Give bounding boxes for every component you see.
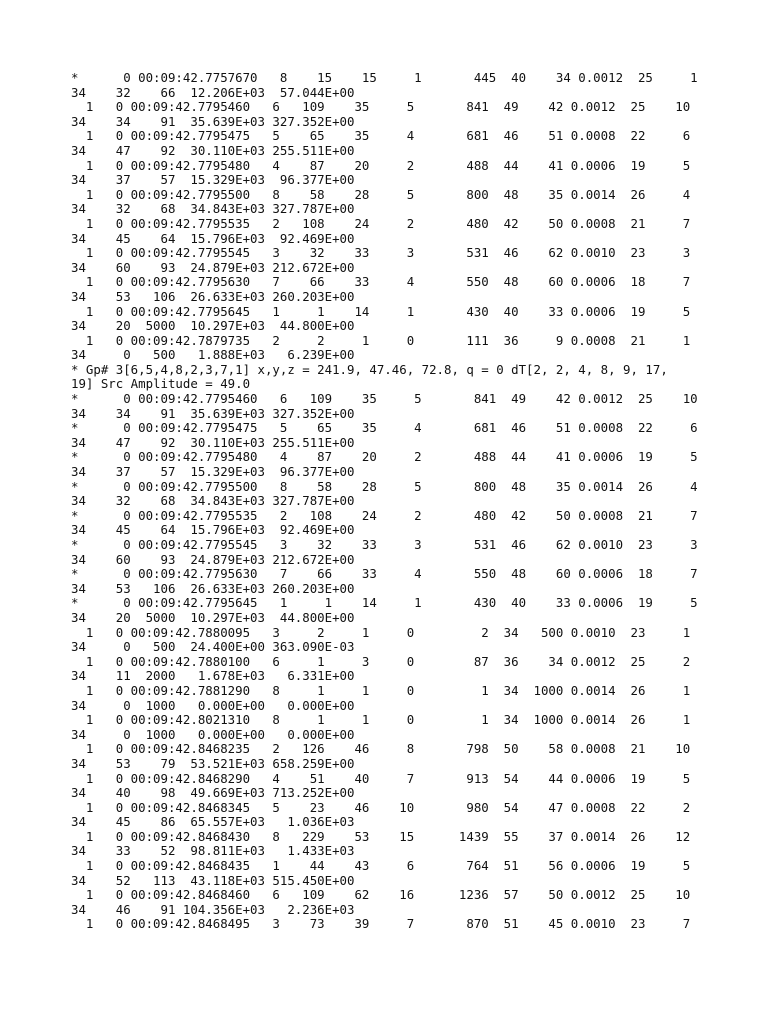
data-listing — [71, 71, 711, 932]
listing-line: 34 0 1000 0.000E+00 0.000E+00 — [71, 697, 355, 713]
listing-line: 19] Src Amplitude = 49.0 — [71, 376, 251, 392]
listing-line: 34 47 92 30.110E+03 255.511E+00 — [71, 142, 355, 158]
listing-line: 34 34 91 35.639E+03 327.352E+00 — [71, 113, 355, 129]
listing-line: 1 0 00:09:42.7795630 7 66 33 4 550 48 60 0.0006 18 7 — [71, 274, 691, 290]
listing-line: * 0 00:09:42.7795500 8 58 28 5 800 48 35 0.0014 26 4 — [71, 478, 698, 494]
listing-line: 34 34 91 35.639E+03 327.352E+00 — [71, 405, 355, 421]
listing-line: 1 0 00:09:42.7795480 4 87 20 2 488 44 41 0.0006 19 5 — [71, 157, 691, 173]
listing-line: 34 32 68 34.843E+03 327.787E+00 — [71, 201, 355, 217]
listing-line: 34 45 64 15.796E+03 92.469E+00 — [71, 230, 355, 246]
listing-line: * 0 00:09:42.7795460 6 109 35 5 841 49 42 0.0012 25 10 — [71, 391, 698, 407]
listing-line: 1 0 00:09:42.8468345 5 23 46 10 980 54 47 0.0008 22 2 — [71, 799, 691, 815]
listing-line: * Gp# 3[6,5,4,8,2,3,7,1] x,y,z = 241.9, 47.46, 72.8, q = 0 dT[2, 2, 4, 8, 9, 17, — [71, 361, 668, 377]
listing-line: 34 0 500 24.400E+00 363.090E-03 — [71, 639, 355, 655]
listing-line: 1 0 00:09:42.8021310 8 1 1 0 1 34 1000 0.0014 26 1 — [71, 712, 691, 728]
listing-line: 1 0 00:09:42.8468235 2 126 46 8 798 50 58 0.0008 21 10 — [71, 741, 691, 757]
listing-line: 34 32 68 34.843E+03 327.787E+00 — [71, 493, 355, 509]
listing-line: * 0 00:09:42.7795480 4 87 20 2 488 44 41 0.0006 19 5 — [71, 449, 698, 465]
listing-line: 1 0 00:09:42.7795545 3 32 33 3 531 46 62 0.0010 23 3 — [71, 245, 691, 261]
listing-line: 34 11 2000 1.678E+03 6.331E+00 — [71, 668, 355, 684]
listing-line: * 0 00:09:42.7795630 7 66 33 4 550 48 60 0.0006 18 7 — [71, 566, 698, 582]
listing-line: 34 0 500 1.888E+03 6.239E+00 — [71, 347, 355, 363]
listing-line: 34 53 79 53.521E+03 658.259E+00 — [71, 755, 355, 771]
listing-line: 34 60 93 24.879E+03 212.672E+00 — [71, 551, 355, 567]
listing-line: 34 20 5000 10.297E+03 44.800E+00 — [71, 318, 355, 334]
listing-line: * 0 00:09:42.7795475 5 65 35 4 681 46 51 0.0008 22 6 — [71, 420, 698, 436]
listing-line: 34 46 91 104.356E+03 2.236E+03 — [71, 901, 355, 917]
listing-line: 34 33 52 98.811E+03 1.433E+03 — [71, 843, 355, 859]
listing-line: * 0 00:09:42.7795535 2 108 24 2 480 42 50 0.0008 21 7 — [71, 507, 698, 523]
listing-line: 1 0 00:09:42.7795535 2 108 24 2 480 42 50 0.0008 21 7 — [71, 215, 691, 231]
listing-line: 1 0 00:09:42.7881290 8 1 1 0 1 34 1000 0.0014 26 1 — [71, 682, 691, 698]
listing-line: 34 37 57 15.329E+03 96.377E+00 — [71, 464, 355, 480]
listing-line: 34 60 93 24.879E+03 212.672E+00 — [71, 259, 355, 275]
listing-line: 1 0 00:09:42.7795645 1 1 14 1 430 40 33 0.0006 19 5 — [71, 303, 691, 319]
listing-line: 34 37 57 15.329E+03 96.377E+00 — [71, 172, 355, 188]
listing-line: 1 0 00:09:42.8468495 3 73 39 7 870 51 45 0.0010 23 7 — [71, 916, 691, 932]
listing-line: 34 20 5000 10.297E+03 44.800E+00 — [71, 609, 355, 625]
listing-line: 34 32 66 12.206E+03 57.044E+00 — [71, 84, 355, 100]
listing-line: 1 0 00:09:42.7880095 3 2 1 0 2 34 500 0.0010 23 1 — [71, 624, 691, 640]
listing-line: 1 0 00:09:42.8468435 1 44 43 6 764 51 56 0.0006 19 5 — [71, 858, 691, 874]
listing-line: 34 45 64 15.796E+03 92.469E+00 — [71, 522, 355, 538]
listing-line: 34 45 86 65.557E+03 1.036E+03 — [71, 814, 355, 830]
listing-line: 1 0 00:09:42.7879735 2 2 1 0 111 36 9 0.0008 21 1 — [71, 332, 691, 348]
listing-line: 34 52 113 43.118E+03 515.450E+00 — [71, 872, 355, 888]
listing-line: 1 0 00:09:42.7795460 6 109 35 5 841 49 42 0.0012 25 10 — [71, 99, 691, 115]
listing-line: 1 0 00:09:42.8468430 8 229 53 15 1439 55 37 0.0014 26 12 — [71, 828, 691, 844]
listing-line: * 0 00:09:42.7795645 1 1 14 1 430 40 33 0.0006 19 5 — [71, 595, 698, 611]
listing-line: 1 0 00:09:42.7795500 8 58 28 5 800 48 35 0.0014 26 4 — [71, 186, 691, 202]
listing-line: * 0 00:09:42.7757670 8 15 15 1 445 40 34 0.0012 25 1 — [71, 70, 698, 85]
listing-line: 1 0 00:09:42.8468460 6 109 62 16 1236 57 50 0.0012 25 10 — [71, 887, 691, 903]
listing-line: 1 0 00:09:42.8468290 4 51 40 7 913 54 44 0.0006 19 5 — [71, 770, 691, 786]
listing-line: 1 0 00:09:42.7795475 5 65 35 4 681 46 51 0.0008 22 6 — [71, 128, 691, 144]
listing-line: * 0 00:09:42.7795545 3 32 33 3 531 46 62 0.0010 23 3 — [71, 537, 698, 552]
listing-line: 34 47 92 30.110E+03 255.511E+00 — [71, 434, 355, 450]
listing-line: 34 53 106 26.633E+03 260.203E+00 — [71, 288, 355, 304]
listing-line: 34 40 98 49.669E+03 713.252E+00 — [71, 785, 355, 801]
listing-line: 1 0 00:09:42.7880100 6 1 3 0 87 36 34 0.0012 25 2 — [71, 653, 691, 669]
listing-line: 34 0 1000 0.000E+00 0.000E+00 — [71, 726, 355, 742]
listing-line: 34 53 106 26.633E+03 260.203E+00 — [71, 580, 355, 596]
